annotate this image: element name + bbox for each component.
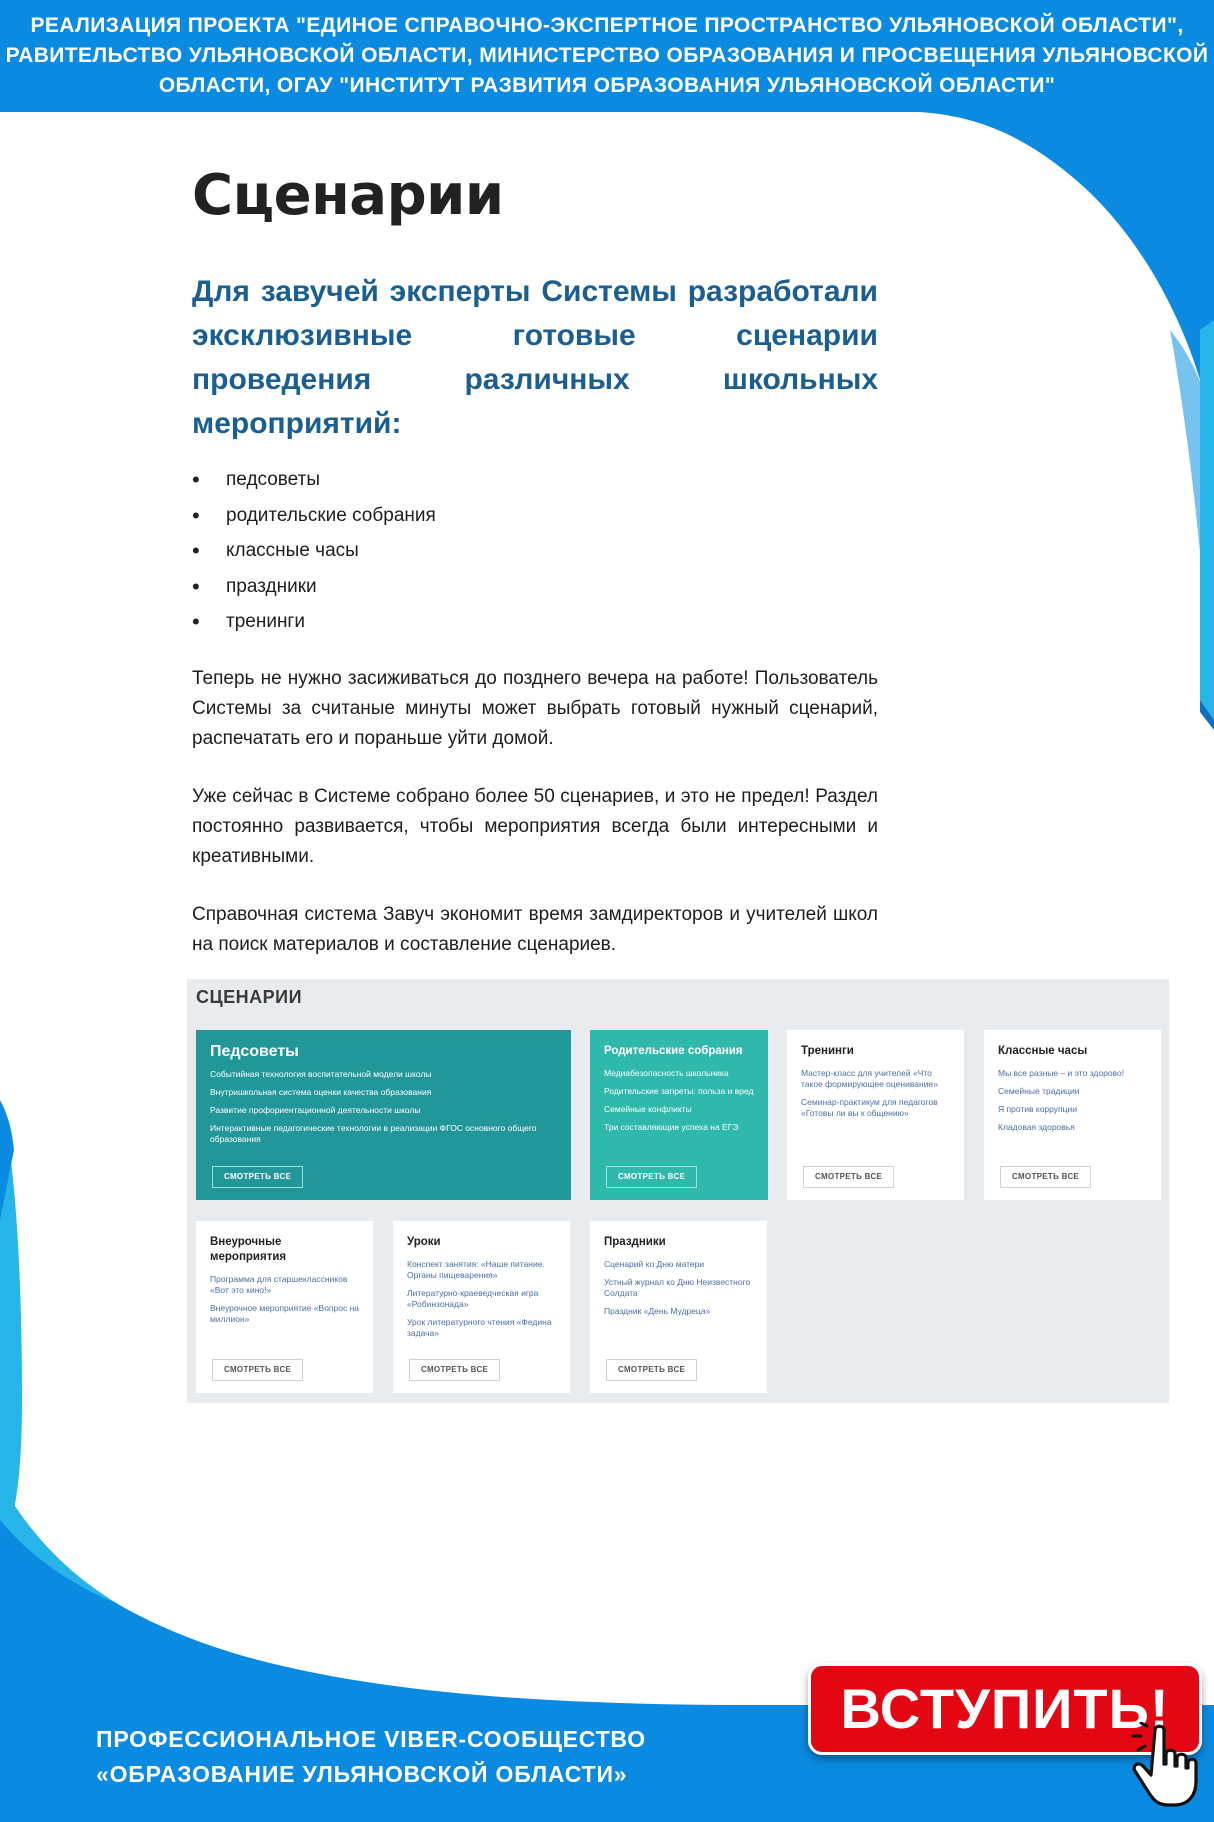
header-line-3: ОБЛАСТИ, ОГАУ "ИНСТИТУТ РАЗВИТИЯ ОБРАЗОВАНИЯ УЛЬЯНОВСКОЙ ОБЛАСТИ"	[158, 74, 1056, 97]
bullet-icon: •	[192, 502, 200, 528]
bullet-icon: •	[192, 609, 200, 634]
card-link[interactable]: Интерактивные педагогические технологии в реализации ФГОС основного общего образования	[210, 1123, 537, 1144]
scenarios-screenshot-panel	[187, 979, 1169, 1403]
card-link[interactable]: Развитие профориентационной деятельности школы	[210, 1105, 421, 1115]
card-lessons[interactable]	[393, 1221, 570, 1393]
card-link[interactable]: Внеурочное мероприятие «Вопрос на миллион»	[210, 1303, 360, 1324]
card-link[interactable]: Мы все разные – и это здорово!	[998, 1068, 1125, 1078]
card-pedsovety[interactable]	[196, 1030, 571, 1200]
card-link[interactable]: Внутришкольная система оценки качества образования	[210, 1087, 432, 1097]
subtitle: Для завучей эксперты Системы разработали эксклюзивные готовые сценарии проведения различных школьных мероприятий:	[192, 275, 878, 440]
footer-community-title	[96, 1722, 646, 1792]
card-title: Тренинги	[801, 1045, 854, 1057]
card-link[interactable]: Событийная технология воспитательной модели школы	[210, 1069, 432, 1079]
list-item: • классные часы	[192, 533, 878, 569]
card-link[interactable]: Я против коррупции	[998, 1104, 1078, 1114]
main-content	[192, 160, 878, 960]
card-title: Педсоветы	[210, 1043, 299, 1060]
see-all-button[interactable]: СМОТРЕТЬ ВСЕ	[803, 1166, 894, 1188]
card-parent-meetings[interactable]	[590, 1030, 768, 1200]
card-link[interactable]: Семейные конфликты	[604, 1104, 692, 1114]
card-title: Родительские собрания	[604, 1045, 743, 1057]
card-link[interactable]: Семейные традиции	[998, 1086, 1080, 1096]
card-trainings[interactable]	[787, 1030, 964, 1200]
card-title: Уроки	[407, 1236, 441, 1248]
card-holidays[interactable]	[590, 1221, 767, 1393]
page-title: Сценарии	[192, 163, 504, 228]
card-link[interactable]: Мастер-класс для учителей «Что такое формирующее оценивание»	[801, 1068, 938, 1089]
footer-line-1: ПРОФЕССИОНАЛЬНОЕ VIBER-СООБЩЕСТВО	[96, 1726, 646, 1752]
event-type-list	[192, 462, 878, 640]
card-link[interactable]: Родительские запреты: польза и вред	[604, 1086, 754, 1096]
card-link[interactable]: Праздник «День Мудреца»	[604, 1306, 711, 1316]
card-title: Праздники	[604, 1236, 666, 1248]
header-line-2: РАВИТЕЛЬСТВО УЛЬЯНОВСКОЙ ОБЛАСТИ, МИНИСТЕРСТВО ОБРАЗОВАНИЯ И ПРОСВЕЩЕНИЯ УЛЬЯНОВСКОЙ	[5, 44, 1209, 67]
project-header	[0, 0, 1214, 112]
list-item: • педсоветы	[192, 462, 878, 498]
see-all-button[interactable]: СМОТРЕТЬ ВСЕ	[606, 1359, 697, 1381]
list-item: • праздники	[192, 569, 878, 605]
see-all-button[interactable]: СМОТРЕТЬ ВСЕ	[409, 1359, 500, 1381]
card-title: Классные часы	[998, 1045, 1088, 1057]
card-link[interactable]: Урок литературного чтения «Федина задача»	[407, 1317, 552, 1338]
see-all-button[interactable]: СМОТРЕТЬ ВСЕ	[212, 1166, 303, 1188]
card-link[interactable]: Программа для старшеклассников «Вот это кино!»	[210, 1274, 348, 1295]
list-item: • родительские собрания	[192, 498, 878, 534]
card-link[interactable]: Конспект занятия: «Наше питание. Органы пищеварения»	[407, 1259, 545, 1280]
paragraph-3: Справочная система Завуч экономит время замдиректоров и учителей школ на поиск материалов и составление сценариев.	[192, 903, 878, 955]
panel-title: СЦЕНАРИИ	[196, 987, 303, 1007]
see-all-button[interactable]: СМОТРЕТЬ ВСЕ	[212, 1359, 303, 1381]
join-button[interactable]: ВСТУПИТЬ!	[808, 1663, 1202, 1755]
see-all-button[interactable]: СМОТРЕТЬ ВСЕ	[1000, 1166, 1091, 1188]
bullet-icon: •	[192, 573, 200, 599]
card-class-hours[interactable]	[984, 1030, 1161, 1200]
pointer-hand-icon	[1131, 1722, 1203, 1810]
footer-line-2: «ОБРАЗОВАНИЕ УЛЬЯНОВСКОЙ ОБЛАСТИ»	[96, 1761, 628, 1787]
bullet-icon: •	[192, 538, 200, 563]
card-link[interactable]: Сценарий ко Дню матери	[604, 1259, 705, 1269]
card-link[interactable]: Семинар-практикум для педагогов «Готовы ли вы к общению»	[801, 1097, 938, 1118]
card-link[interactable]: Три составляющие успеха на ЕГЭ	[604, 1122, 739, 1132]
paragraph-2: Уже сейчас в Системе собрано более 50 сценариев, и это не предел! Раздел постоянно развивается, чтобы мероприятия всегда были интересными и креативными.	[192, 785, 878, 867]
card-extracurricular[interactable]	[196, 1221, 373, 1393]
bullet-icon: •	[192, 467, 200, 492]
card-link[interactable]: Литературно-краеведческая игра «Робинзонада»	[407, 1288, 539, 1309]
card-link[interactable]: Устный журнал ко Дню Неизвестного Солдата	[604, 1277, 751, 1298]
list-item: • тренинги	[192, 604, 878, 640]
card-link[interactable]: Медиабезопасность школьника	[604, 1068, 729, 1078]
paragraph-1: Теперь не нужно засиживаться до позднего вечера на работе! Пользователь Системы за считаные минуты может выбрать готовый нужный сценарий, распечатать его и пораньше уйти домой.	[192, 667, 878, 749]
see-all-button[interactable]: СМОТРЕТЬ ВСЕ	[606, 1166, 697, 1188]
card-title: Внеурочные мероприятия	[210, 1236, 287, 1263]
header-line-1: РЕАЛИЗАЦИЯ ПРОЕКТА "ЕДИНОЕ СПРАВОЧНО-ЭКСПЕРТНОЕ ПРОСТРАНСТВО УЛЬЯНОВСКОЙ ОБЛАСТИ",	[30, 14, 1184, 37]
card-link[interactable]: Кладовая здоровья	[998, 1122, 1075, 1132]
